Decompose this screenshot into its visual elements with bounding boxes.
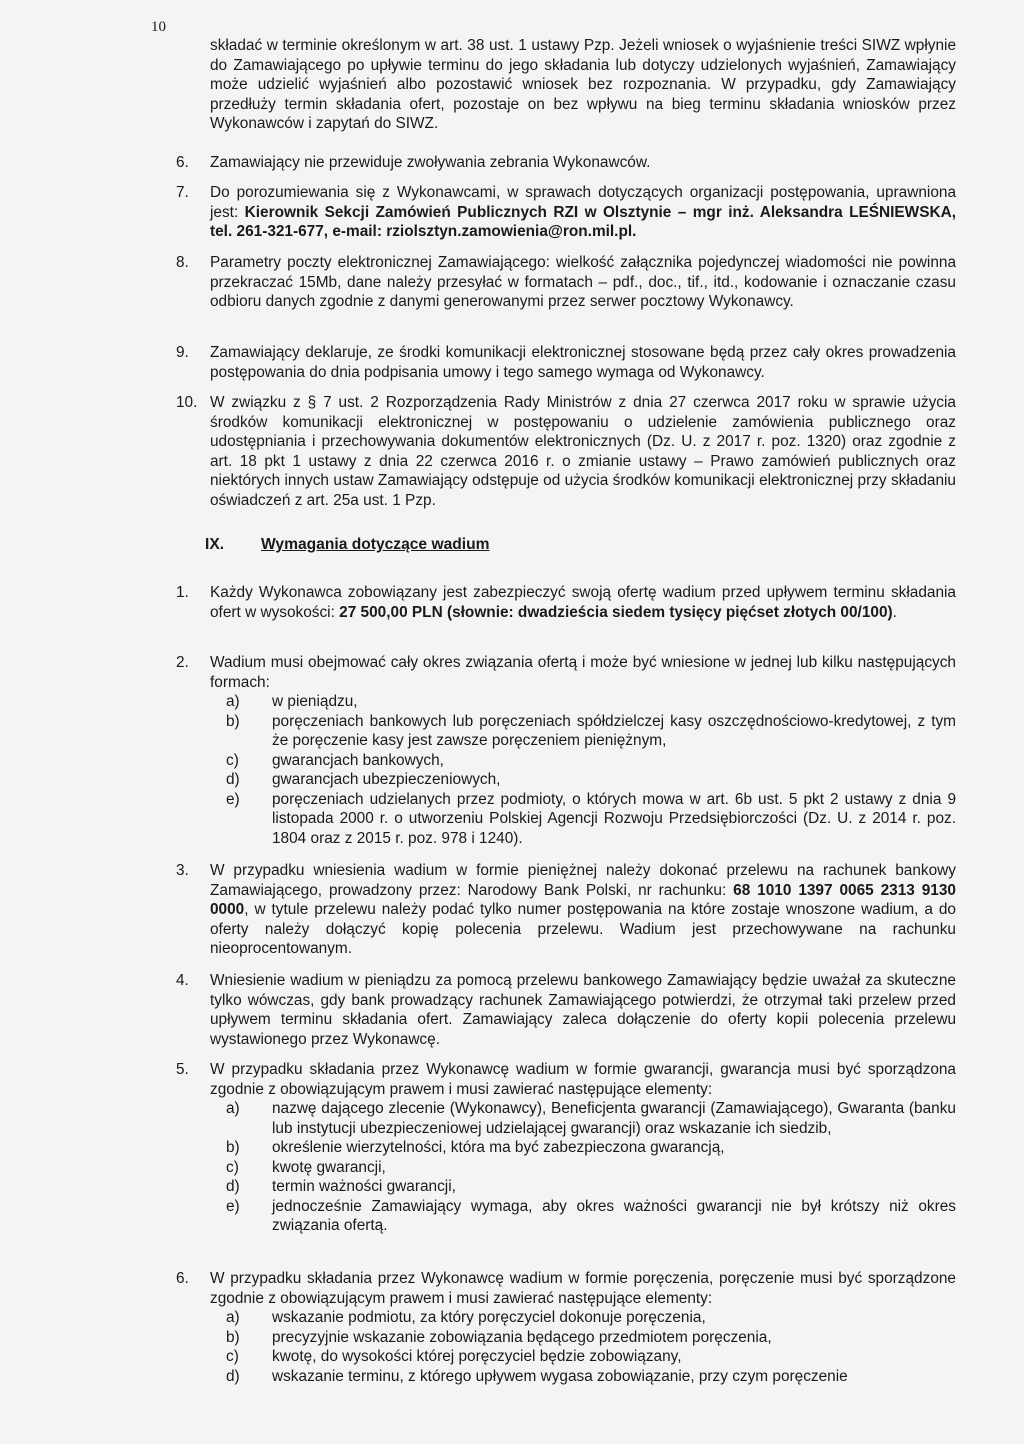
sub-text: jednocześnie Zamawiający wymaga, aby okres ważności gwarancji nie był krótszy niż okres związania ofertą. <box>272 1197 956 1234</box>
sub-letter: c) <box>226 1348 239 1365</box>
item-number: 2. <box>176 654 189 671</box>
sub-text: kwotę gwarancji, <box>272 1158 386 1176</box>
paragraph-text: składać w terminie określonym w art. 38 ust. 1 ustawy Pzp. Jeżeli wniosek o wyjaśnienie treści SIWZ wpłynie do Zamawiającego po upływie terminu do jego składania lub dotyczy udzielonych wyjaśnień, Zamawiający może udzielić wyjaśnień albo pozostawić wniosek bez rozpoznania. W przypadku, gdy Zamawiający przedłuży termin składania ofert, pozostaje on bez wpływu na bieg terminu składania wniosków przez Wykonawców i zapytań do SIWZ. <box>210 37 956 132</box>
sub-text: kwotę, do wysokości której poręczyciel będzie zobowiązany, <box>272 1348 682 1365</box>
wadium-item-5 <box>176 1060 956 1236</box>
item-number: 6. <box>176 154 189 171</box>
item-number: 5. <box>176 1061 189 1078</box>
sub-item-d <box>210 1177 956 1197</box>
item-text: Parametry poczty elektronicznej Zamawiającego: wielkość załącznika pojedynczej wiadomości nie powinna przekraczać 15Mb, dane należy przesyłać w formatach – pdf., doc., tif., itd., kodowanie i oznaczanie czasu odbioru danych zgodnie z danymi generowanymi przez serwer pocztowy Wykonawcy. <box>210 254 956 310</box>
sub-text: poręczeniach bankowych lub poręczeniach spółdzielczej kasy oszczędnościowo-kredytowej, z tym że poręczenie kasy jest zawsze poręczeniem pieniężnym, <box>272 712 956 749</box>
wadium-item-1 <box>176 583 956 622</box>
sub-item-a <box>210 1099 956 1138</box>
item-number: 1. <box>176 584 189 601</box>
sub-text: termin ważności gwarancji, <box>272 1178 456 1195</box>
item-text <box>210 861 956 959</box>
bank-account-number: 68 1010 1397 0065 2313 9130 0000 <box>210 881 956 918</box>
sub-text: w pieniądzu, <box>272 693 358 710</box>
wadium-amount: 27 500,00 PLN (słownie: dwadzieścia siedem tysięcy pięćset złotych 00/100) <box>339 603 893 621</box>
sub-text: precyzyjnie wskazanie zobowiązania będącego przedmiotem poręczenia, <box>272 1328 772 1346</box>
wadium-item-6 <box>176 1269 956 1386</box>
item-text <box>210 183 956 242</box>
section-heading <box>205 535 490 555</box>
sub-item-a <box>210 1308 956 1328</box>
sub-text: wskazanie terminu, z którego upływem wygasa zobowiązanie, przy czym poręczenie <box>272 1367 848 1385</box>
sub-item-a <box>210 692 956 712</box>
section-number: IX. <box>205 536 225 553</box>
wadium-item-2 <box>176 653 956 848</box>
sub-letter: b) <box>226 712 240 730</box>
item-number: 3. <box>176 862 189 879</box>
sub-letter: d) <box>226 1367 240 1385</box>
item-text: W przypadku składania przez Wykonawcę wadium w formie gwarancji, gwarancja musi być sporządzona zgodnie z obowiązującym prawem i musi zawierać następujące elementy: <box>210 1061 956 1098</box>
sub-item-e <box>210 1197 956 1236</box>
sub-item-c <box>210 1158 956 1178</box>
wadium-item-4 <box>176 971 956 1049</box>
item-text-plain: Każdy Wykonawca zobowiązany jest zabezpieczyć swoją ofertę wadium przed upływem terminu składania ofert w wysokości: <box>210 584 956 621</box>
sub-item-d <box>210 1367 956 1387</box>
item-text: Zamawiający nie przewiduje zwoływania zebrania Wykonawców. <box>210 154 651 171</box>
item-text: Wadium musi obejmować cały okres związania ofertą i może być wniesione w jednej lub kilku następujących formach: <box>210 654 956 691</box>
sub-letter: b) <box>226 1139 240 1156</box>
page-number: 10 <box>151 19 166 35</box>
list-item-10 <box>176 393 956 510</box>
list-item-9 <box>176 343 956 382</box>
list-item-8 <box>176 253 956 312</box>
item-number: 7. <box>176 184 189 201</box>
sub-item-c <box>210 1347 956 1367</box>
continuation-paragraph <box>210 36 956 134</box>
item-number: 9. <box>176 344 189 361</box>
sub-letter: e) <box>226 1197 240 1215</box>
list-item-6 <box>176 153 956 173</box>
item-text: Zamawiający deklaruje, ze środki komunikacji elektronicznej stosowane będą przez cały okres prowadzenia postępowania do dnia podpisania umowy i tego samego wymaga od Wykonawcy. <box>210 344 956 381</box>
sub-letter: c) <box>226 751 239 769</box>
wadium-item-3 <box>176 861 956 959</box>
sub-item-c <box>210 751 956 771</box>
item-content <box>210 653 956 848</box>
sub-text: gwarancjach ubezpieczeniowych, <box>272 771 501 788</box>
sub-item-d <box>210 770 956 790</box>
item-number: 10. <box>176 394 198 411</box>
item-text: Wniesienie wadium w pieniądzu za pomocą przelewu bankowego Zamawiający będzie uważał za skuteczne tylko wówczas, gdy bank prowadzący rachunek Zamawiającego potwierdzi, że otrzymał taki przelew przed upływem terminu składania ofert. Zamawiający zaleca dołączenie do oferty kopii polecenia przelewu wystawionego przez Wykonawcę. <box>210 972 956 1048</box>
list-item-7 <box>176 183 956 242</box>
sub-text: nazwę dającego zlecenie (Wykonawcy), Beneficjenta gwarancji (Zamawiającego), Gwaranta (banku lub instytucji ubezpieczeniowej udzielającej gwarancji) oraz wskazanie ich siedzib, <box>272 1100 956 1137</box>
item-number: 8. <box>176 254 189 271</box>
item-text: W przypadku składania przez Wykonawcę wadium w formie poręczenia, poręczenie musi być sporządzone zgodnie z obowiązującym prawem i musi zawierać następujące elementy: <box>210 1270 956 1307</box>
sub-letter: a) <box>226 1100 240 1117</box>
item-number: 4. <box>176 972 189 989</box>
item-text-tail: . <box>892 603 897 621</box>
item-text-plain: Do porozumiewania się z Wykonawcami, w sprawach dotyczących organizacji postępowania, uprawniona jest: <box>210 184 956 221</box>
item-content <box>210 1269 956 1386</box>
contact-person: Kierownik Sekcji Zamówień Publicznych RZI w Olsztynie – mgr inż. Aleksandra LEŚNIEWSKA, tel. 261-321-677, e-mail: rziolsztyn.zamowienia@ron.mil.pl. <box>210 203 956 240</box>
item-text-plain: W przypadku wniesienia wadium w formie pieniężnej należy dokonać przelewu na rachunek bankowy Zamawiającego, prowadzony przez: Narodowy Bank Polski, nr rachunku: <box>210 862 956 899</box>
sub-letter: e) <box>226 790 240 808</box>
sub-letter: a) <box>226 1309 240 1326</box>
item-number: 6. <box>176 1270 189 1287</box>
sub-item-e <box>210 790 956 849</box>
sub-letter: d) <box>226 771 240 788</box>
item-text: W związku z § 7 ust. 2 Rozporządzenia Rady Ministrów z dnia 27 czerwca 2017 roku w sprawie użycia środków komunikacji elektronicznej w postępowaniu o udzielenie zamówienia publicznego oraz udostępniania i przechowywania dokumentów elektronicznych (Dz. U. z 2017 r. poz. 1320) oraz zgodnie z art. 18 pkt 1 ustawy z dnia 22 czerwca 2016 r. o zmianie ustawy – Prawo zamówień publicznych oraz niektórych innych ustaw Zamawiający odstępuje od użycia środków komunikacji elektronicznej przy składaniu oświadczeń z art. 25a ust. 1 Pzp. <box>210 394 956 509</box>
section-title: Wymagania dotyczące wadium <box>261 536 490 553</box>
sub-text: wskazanie podmiotu, za który poręczyciel dokonuje poręczenia, <box>272 1309 706 1326</box>
sub-letter: d) <box>226 1178 240 1195</box>
sub-item-b <box>210 1328 956 1348</box>
sub-letter: c) <box>226 1158 239 1176</box>
sub-letter: a) <box>226 693 240 710</box>
sub-text: gwarancjach bankowych, <box>272 751 444 769</box>
sub-text: określenie wierzytelności, która ma być zabezpieczona gwarancją, <box>272 1139 725 1156</box>
sub-item-b <box>210 712 956 751</box>
item-text <box>210 583 956 622</box>
sub-letter: b) <box>226 1328 240 1346</box>
sub-item-b <box>210 1138 956 1158</box>
sub-text: poręczeniach udzielanych przez podmioty, o których mowa w art. 6b ust. 5 pkt 2 ustawy z dnia 9 listopada 2000 r. o utworzeniu Polskiej Agencji Rozwoju Przedsiębiorczości (Dz. U. z 2014 r. poz. 1804 oraz z 2015 r. poz. 978 i 1240). <box>272 790 956 847</box>
item-text-tail: , w tytule przelewu należy podać tylko numer postępowania na które zostaje wnoszone wadium, a do oferty należy dołączyć kopię polecenia przelewu. Wadium jest przechowywane na rachunku nieoprocentowanym. <box>210 901 956 957</box>
item-content <box>210 1060 956 1236</box>
